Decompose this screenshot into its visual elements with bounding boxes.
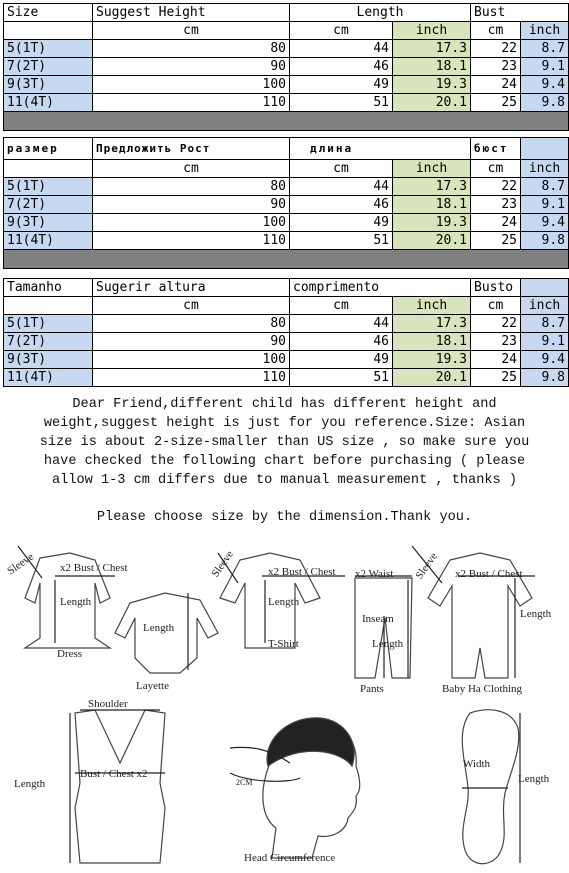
size-cell: 7(2T) xyxy=(4,58,93,76)
sleeve-label: Sleeve xyxy=(5,550,37,578)
length-cm-cell: 46 xyxy=(290,196,393,214)
garment-illustrations xyxy=(0,538,569,873)
bust-cm-cell: 23 xyxy=(471,196,521,214)
choose-size-note: Please choose size by the dimension.Thank you. xyxy=(96,510,473,525)
bust-cm-cell: 23 xyxy=(471,333,521,351)
height-cell: 110 xyxy=(93,369,290,387)
pants-label: Pants xyxy=(360,683,384,695)
height-cell: 110 xyxy=(93,94,290,112)
height-cell: 90 xyxy=(93,58,290,76)
table-row xyxy=(4,58,569,76)
header-length: comprimento xyxy=(290,279,471,297)
size-cell: 5(1T) xyxy=(4,315,93,333)
table-row xyxy=(4,369,569,387)
unit-cm: cm xyxy=(93,160,290,178)
unit-cm: cm xyxy=(290,160,393,178)
note-line: size is about 2-size-smaller than US size , so make sure you xyxy=(39,435,530,450)
bust-label: x2 Bust / Chest xyxy=(455,568,523,580)
header-bust: Busto xyxy=(471,279,521,297)
length-label: Length xyxy=(14,778,46,790)
header-size: Tamanho xyxy=(4,279,93,297)
bust-inch-cell: 9.4 xyxy=(521,76,569,94)
baby-clothing-label: Baby Ha Clothing xyxy=(442,683,523,695)
length-inch-cell: 18.1 xyxy=(393,196,471,214)
unit-cm: cm xyxy=(471,297,521,315)
bust-inch-cell: 9.4 xyxy=(521,214,569,232)
size-cell: 5(1T) xyxy=(4,40,93,58)
header-height: Suggest Height xyxy=(93,4,290,22)
waist-label: x2 Waist xyxy=(355,568,394,580)
unit-inch: inch xyxy=(521,297,569,315)
table-row xyxy=(4,333,569,351)
bust-cm-cell: 25 xyxy=(471,369,521,387)
bust-cm-cell: 22 xyxy=(471,315,521,333)
unit-inch: inch xyxy=(521,160,569,178)
length-inch-cell: 17.3 xyxy=(393,315,471,333)
length-inch-cell: 19.3 xyxy=(393,214,471,232)
unit-inch: inch xyxy=(393,297,471,315)
unit-inch: inch xyxy=(521,22,569,40)
height-cell: 90 xyxy=(93,333,290,351)
unit-cm: cm xyxy=(290,22,393,40)
bust-inch-cell: 9.8 xyxy=(521,94,569,112)
size-cell: 11(4T) xyxy=(4,94,93,112)
header-length: Length xyxy=(290,4,471,22)
bust-inch-cell: 9.8 xyxy=(521,369,569,387)
head-circumference-label: Head Circumference xyxy=(244,852,336,864)
bust-cm-cell: 23 xyxy=(471,58,521,76)
length-inch-cell: 18.1 xyxy=(393,58,471,76)
bust-cm-cell: 22 xyxy=(471,178,521,196)
bust-cm-cell: 24 xyxy=(471,351,521,369)
height-cell: 100 xyxy=(93,76,290,94)
bust-label: x2 Bust / Chest xyxy=(60,562,128,574)
length-inch-cell: 19.3 xyxy=(393,351,471,369)
size-cell: 11(4T) xyxy=(4,369,93,387)
length-cm-cell: 49 xyxy=(290,351,393,369)
length-inch-cell: 18.1 xyxy=(393,333,471,351)
bust-cm-cell: 25 xyxy=(471,94,521,112)
table-row xyxy=(4,76,569,94)
table-row xyxy=(4,232,569,250)
bust-cm-cell: 25 xyxy=(471,232,521,250)
size-cell: 7(2T) xyxy=(4,196,93,214)
divider xyxy=(4,112,569,131)
length-inch-cell: 17.3 xyxy=(393,178,471,196)
measurement-diagrams xyxy=(0,538,569,873)
bust-inch-cell: 9.8 xyxy=(521,232,569,250)
unit-cm: cm xyxy=(93,297,290,315)
length-inch-cell: 20.1 xyxy=(393,94,471,112)
length-cm-cell: 44 xyxy=(290,178,393,196)
unit-cm: cm xyxy=(290,297,393,315)
length-label: Length xyxy=(143,622,175,634)
length-inch-cell: 20.1 xyxy=(393,369,471,387)
cm-label: 2CM xyxy=(236,778,253,787)
bust-inch-cell: 9.4 xyxy=(521,351,569,369)
dress-label: Dress xyxy=(57,648,83,660)
tshirt-label: T-Shirt xyxy=(268,638,299,650)
size-cell: 9(3T) xyxy=(4,214,93,232)
unit-inch: inch xyxy=(393,160,471,178)
length-label: Length xyxy=(268,596,300,608)
note-line: weight,suggest height is just for you reference.Size: Asian xyxy=(43,416,526,431)
header-height: Предложить Рост xyxy=(93,138,290,160)
size-table-russian xyxy=(3,137,569,269)
unit-cm: cm xyxy=(471,22,521,40)
size-table-english xyxy=(3,3,569,131)
inseam-label: Inseam xyxy=(362,613,394,625)
bust-inch-cell: 9.1 xyxy=(521,58,569,76)
bust-label: Bust / Chest x2 xyxy=(80,768,148,780)
table-row xyxy=(4,196,569,214)
size-cell: 9(3T) xyxy=(4,76,93,94)
length-cm-cell: 51 xyxy=(290,232,393,250)
height-cell: 80 xyxy=(93,40,290,58)
unit-cm: cm xyxy=(471,160,521,178)
header-size: Size xyxy=(4,4,93,22)
header-size: размер xyxy=(4,138,93,160)
bust-cm-cell: 22 xyxy=(471,40,521,58)
length-cm-cell: 51 xyxy=(290,94,393,112)
size-table-portuguese xyxy=(3,278,569,387)
table-row xyxy=(4,214,569,232)
bust-cm-cell: 24 xyxy=(471,214,521,232)
length-label: Length xyxy=(60,596,92,608)
height-cell: 80 xyxy=(93,315,290,333)
header-height: Sugerir altura xyxy=(93,279,290,297)
note-line: Dear Friend,different child has different height and xyxy=(72,397,497,412)
height-cell: 100 xyxy=(93,351,290,369)
length-cm-cell: 46 xyxy=(290,58,393,76)
height-cell: 100 xyxy=(93,214,290,232)
foot-icon xyxy=(462,710,519,864)
length-cm-cell: 46 xyxy=(290,333,393,351)
bust-inch-cell: 8.7 xyxy=(521,315,569,333)
length-cm-cell: 51 xyxy=(290,369,393,387)
table-row xyxy=(4,94,569,112)
header-bust: бюст xyxy=(471,138,521,160)
size-cell: 7(2T) xyxy=(4,333,93,351)
header-bust: Bust xyxy=(471,4,569,22)
bust-label: x2 Bust / Chest xyxy=(268,566,336,578)
length-cm-cell: 49 xyxy=(290,76,393,94)
length-label: Length xyxy=(520,608,552,620)
divider xyxy=(4,250,569,269)
note-line: allow 1-3 cm differs due to manual measurement , thanks ) xyxy=(52,473,517,488)
height-cell: 110 xyxy=(93,232,290,250)
unit-cm: cm xyxy=(93,22,290,40)
sleeve-label: Sleeve xyxy=(413,550,440,582)
height-cell: 80 xyxy=(93,178,290,196)
bust-cm-cell: 24 xyxy=(471,76,521,94)
header-length: длина xyxy=(290,138,471,160)
length-label: Length xyxy=(518,773,550,785)
length-cm-cell: 49 xyxy=(290,214,393,232)
shoulder-label: Shoulder xyxy=(88,698,128,710)
length-inch-cell: 20.1 xyxy=(393,232,471,250)
table-row xyxy=(4,40,569,58)
vest-icon xyxy=(75,710,165,863)
length-inch-cell: 19.3 xyxy=(393,76,471,94)
bust-inch-cell: 8.7 xyxy=(521,178,569,196)
layette-label: Layette xyxy=(136,680,169,692)
note-line: have checked the following chart before purchasing ( please xyxy=(43,454,526,469)
table-row xyxy=(4,315,569,333)
length-cm-cell: 44 xyxy=(290,40,393,58)
width-label: Width xyxy=(463,758,491,770)
length-label: Length xyxy=(372,638,404,650)
unit-inch: inch xyxy=(393,22,471,40)
height-cell: 90 xyxy=(93,196,290,214)
size-note xyxy=(0,395,569,527)
bust-inch-cell: 8.7 xyxy=(521,40,569,58)
table-row xyxy=(4,178,569,196)
size-cell: 5(1T) xyxy=(4,178,93,196)
bust-inch-cell: 9.1 xyxy=(521,333,569,351)
size-cell: 11(4T) xyxy=(4,232,93,250)
bust-inch-cell: 9.1 xyxy=(521,196,569,214)
size-cell: 9(3T) xyxy=(4,351,93,369)
length-inch-cell: 17.3 xyxy=(393,40,471,58)
length-cm-cell: 44 xyxy=(290,315,393,333)
sleeve-label: Sleeve xyxy=(209,548,236,580)
table-row xyxy=(4,351,569,369)
